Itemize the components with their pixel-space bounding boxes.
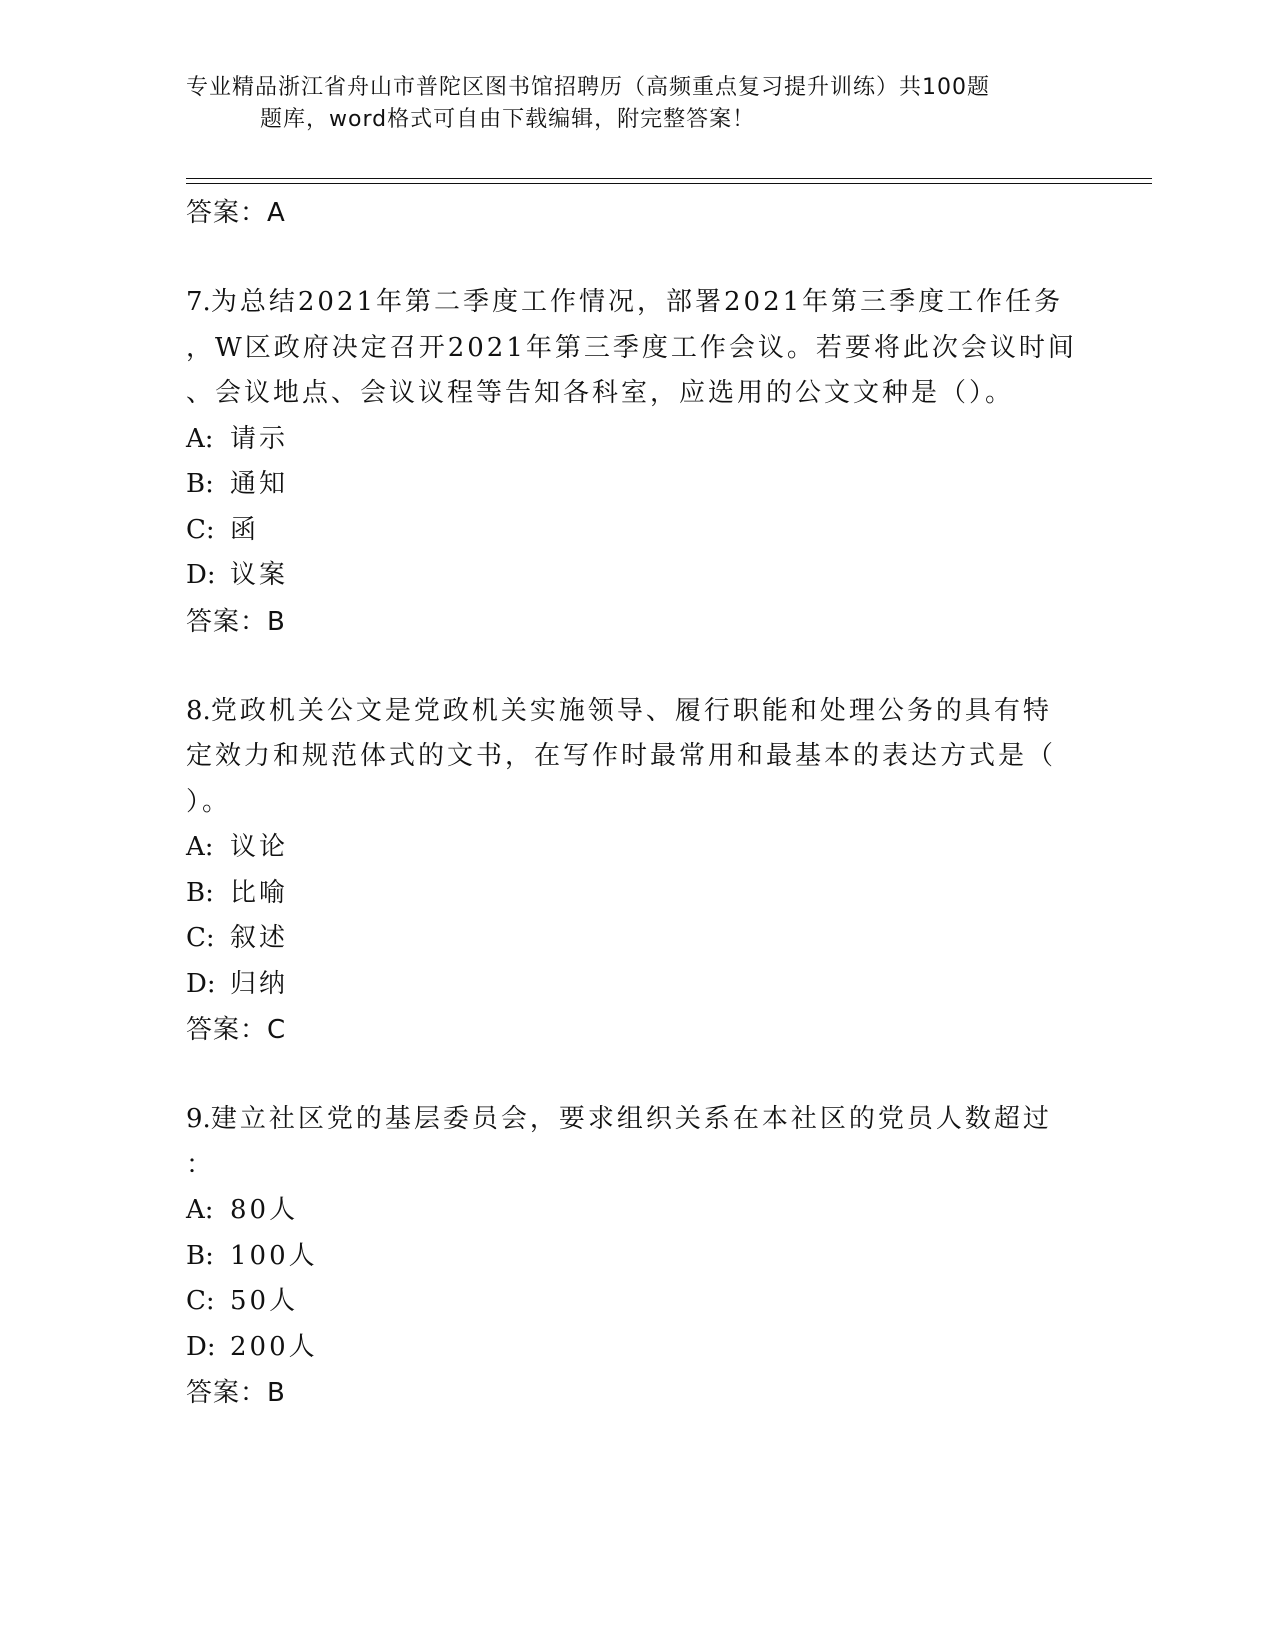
question-8 — [186, 689, 1086, 1054]
question-text — [186, 689, 1086, 826]
option-c — [186, 1279, 1086, 1325]
question-line: 、会议地点、会议议程等告知各科室，应选用的公文文种是（）。 — [186, 378, 1015, 408]
option-b — [186, 1234, 1086, 1280]
option-d — [186, 553, 1086, 599]
question-text — [186, 280, 1086, 417]
question-line: 9.建立社区党的基层委员会，要求组织关系在本社区的党员人数超过 — [186, 1104, 1052, 1134]
option-key: A: — [186, 1195, 214, 1225]
question-7 — [186, 280, 1086, 645]
option-b — [186, 462, 1086, 508]
question-answer: 答案：B — [186, 606, 286, 637]
question-number: 7. — [186, 287, 211, 317]
question-answer: 答案：B — [186, 1378, 286, 1408]
option-key: A: — [186, 423, 214, 454]
question-answer: 答案：C — [186, 1015, 287, 1045]
option-text: 议案 — [230, 560, 289, 590]
question-line: ： — [186, 1149, 216, 1180]
option-key: C: — [186, 923, 215, 953]
header-rule-bottom — [186, 183, 1152, 184]
document-header — [186, 72, 1086, 136]
option-text: 议论 — [230, 832, 289, 862]
header-rule-top — [186, 178, 1152, 179]
option-a — [186, 825, 1086, 871]
option-d — [186, 1325, 1086, 1371]
question-line: ）。 — [186, 786, 232, 817]
option-c — [186, 508, 1086, 554]
question-line: 8.党政机关公文是党政机关实施领导、履行职能和处理公务的具有特 — [186, 695, 1052, 726]
option-key: B: — [186, 1240, 214, 1271]
question-line: ，W区政府决定召开2021年第三季度工作会议。若要将此次会议时间 — [186, 332, 1077, 363]
question-9 — [186, 1097, 1086, 1416]
question-number: 9. — [186, 1104, 211, 1134]
option-text: 80人 — [230, 1195, 299, 1225]
header-title-line-1: 专业精品浙江省舟山市普陀区图书馆招聘历（高频重点复习提升训练）共100题 — [186, 75, 990, 100]
question-line: 7.为总结2021年第二季度工作情况，部署2021年第三季度工作任务 — [186, 287, 1064, 317]
option-text: 叙述 — [230, 923, 289, 953]
option-c — [186, 916, 1086, 962]
option-text: 50人 — [230, 1286, 299, 1316]
option-key: B: — [186, 877, 214, 908]
question-text — [186, 1097, 1086, 1188]
option-a — [186, 417, 1086, 463]
option-key: A: — [186, 832, 214, 862]
option-a — [186, 1188, 1086, 1234]
option-key: C: — [186, 1286, 215, 1316]
option-d — [186, 962, 1086, 1008]
question-content — [186, 190, 1086, 1416]
option-text: 比喻 — [230, 877, 289, 908]
option-text: 请示 — [230, 423, 289, 454]
option-b — [186, 871, 1086, 917]
previous-answer: 答案：A — [186, 198, 286, 228]
option-text: 通知 — [230, 469, 289, 499]
question-line: 定效力和规范体式的文书，在写作时最常用和最基本的表达方式是（ — [186, 741, 1057, 771]
header-title-line-2: 题库，word格式可自由下载编辑，附完整答案！ — [260, 107, 756, 132]
option-key: B: — [186, 469, 214, 499]
option-key: D: — [186, 1331, 216, 1362]
option-text: 归纳 — [230, 968, 289, 999]
question-number: 8. — [186, 695, 211, 726]
option-text: 100人 — [230, 1240, 318, 1271]
option-text: 200人 — [230, 1331, 318, 1362]
option-key: C: — [186, 514, 215, 545]
option-text: 函 — [230, 514, 260, 545]
option-key: D: — [186, 968, 216, 999]
option-key: D: — [186, 560, 216, 590]
